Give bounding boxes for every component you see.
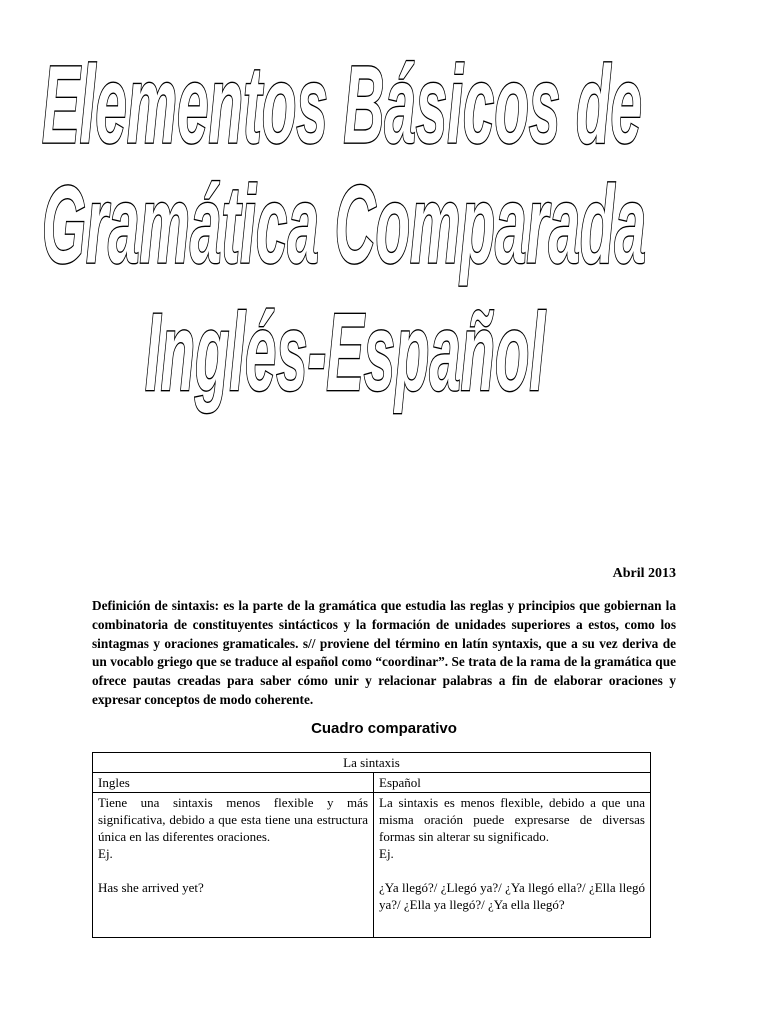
title-line-3: Inglés-Español bbox=[144, 291, 547, 415]
espanol-description: La sintaxis es menos flexible, debido a que una misma oración puede expresarse de diversas formas sin alterar su significado. bbox=[379, 795, 645, 844]
espanol-ej-label: Ej. bbox=[379, 846, 394, 861]
document-title bbox=[0, 0, 768, 440]
title-line-2: Gramática Comparada bbox=[41, 164, 647, 287]
ingles-description: Tiene una sintaxis menos flexible y más significativa, debido a que esta tiene una estructura única en las diferentes oraciones. bbox=[98, 795, 368, 844]
espanol-example: ¿Ya llegó?/ ¿Llegó ya?/ ¿Ya llegó ella?/ ¿Ella llegó ya?/ ¿Ella ya llegó?/ ¿Ya ella llegó? bbox=[379, 880, 645, 912]
definition-term: Definición de sintaxis: bbox=[92, 598, 220, 613]
cell-espanol bbox=[374, 793, 651, 938]
ingles-ej-label: Ej. bbox=[98, 846, 113, 861]
definition-text: es la parte de la gramática que estudia las reglas y principios que gobiernan la combinatoria de constituyentes sintácticos y la formación de unidades superiores a estos, como los sintagmas y oraciones gramaticales. s// proviene del término en latín syntaxis, que a su vez deriva de un vocablo griego que se traduce al español como “coordinar”. Se trata de la rama de la gramática que ofrece pautas creadas para saber cómo unir y relacionar palabras a fin de elaborar oraciones y expresar conceptos de modo coherente. bbox=[92, 598, 676, 707]
title-line-1: Elementos Básicos de bbox=[41, 44, 642, 167]
table-caption: La sintaxis bbox=[93, 753, 651, 773]
column-header-espanol: Español bbox=[374, 773, 651, 793]
comparison-title: Cuadro comparativo bbox=[311, 720, 457, 737]
table-row bbox=[93, 793, 651, 938]
table-header-row bbox=[93, 773, 651, 793]
document-date: Abril 2013 bbox=[612, 566, 676, 581]
cell-ingles bbox=[93, 793, 374, 938]
ingles-example: Has she arrived yet? bbox=[98, 880, 204, 895]
comparison-table bbox=[92, 752, 651, 938]
definition-paragraph bbox=[92, 597, 676, 710]
table-caption-row bbox=[93, 753, 651, 773]
column-header-ingles: Ingles bbox=[93, 773, 374, 793]
